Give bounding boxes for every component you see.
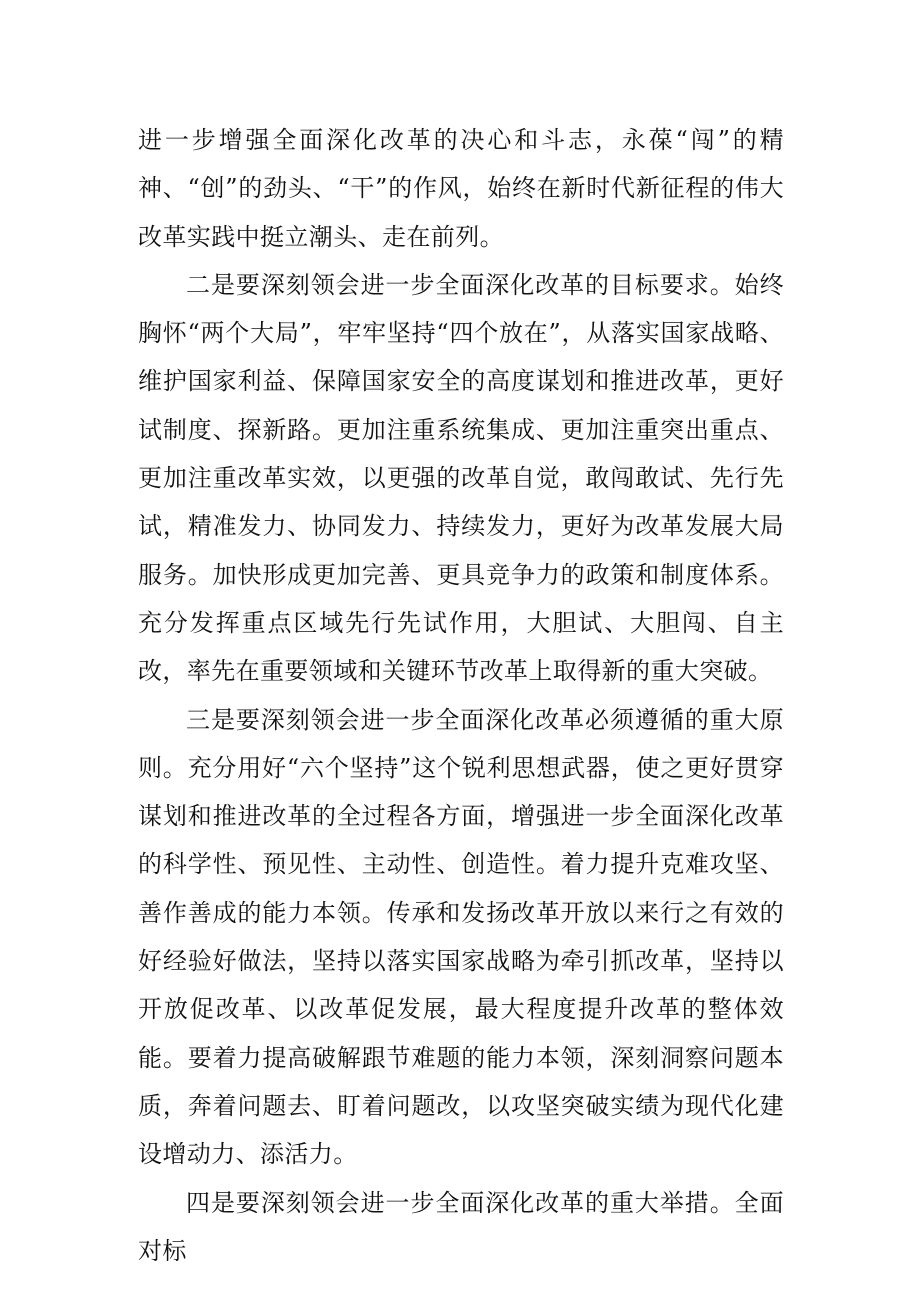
document-body <box>138 116 784 1275</box>
paragraph-major-measures: 四是要深刻领会进一步全面深化改革的重大举措。全面对标 <box>138 1188 784 1265</box>
paragraph-major-principles: 三是要深刻领会进一步全面深化改革必须遵循的重大原则。充分用好“六个坚持”这个锐利思想武器，使之更好贯穿谋划和推进改革的全过程各方面，增强进一步全面深化改革的科学性、预见性、主动性、创造性。着力提升克难攻坚、善作善成的能力本领。传承和发扬改革开放以来行之有效的好经验好做法，坚持以落实国家战略为牵引抓改革，坚持以开放促改革、以改革促发展，最大程度提升改革的整体效能。要着力提高破解跟节难题的能力本领，深刻洞察问题本质，奔着问题去、盯着问题改，以攻坚突破实绩为现代化建设增动力、添活力。 <box>138 705 784 1169</box>
paragraph-continued: 进一步增强全面深化改革的决心和斗志，永葆“闯”的精神、“创”的劲头、“干”的作风，始终在新时代新征程的伟大改革实践中挺立潮头、走在前列。 <box>138 126 784 251</box>
paragraph-goal-requirements: 二是要深刻领会进一步全面深化改革的目标要求。始终胸怀“两个大局”，牢牢坚持“四个放在”，从落实国家战略、维护国家利益、保障国家安全的高度谋划和推进改革，更好试制度、探新路。更加注重系统集成、更加注重突出重点、更加注重改革实效，以更强的改革自觉，敢闯敢试、先行先试，精准发力、协同发力、持续发力，更好为改革发展大局服务。加快形成更加完善、更具竞争力的政策和制度体系。充分发挥重点区域先行先试作用，大胆试、大胆闯、自主改，率先在重要领域和关键环节改革上取得新的重大突破。 <box>138 270 784 686</box>
